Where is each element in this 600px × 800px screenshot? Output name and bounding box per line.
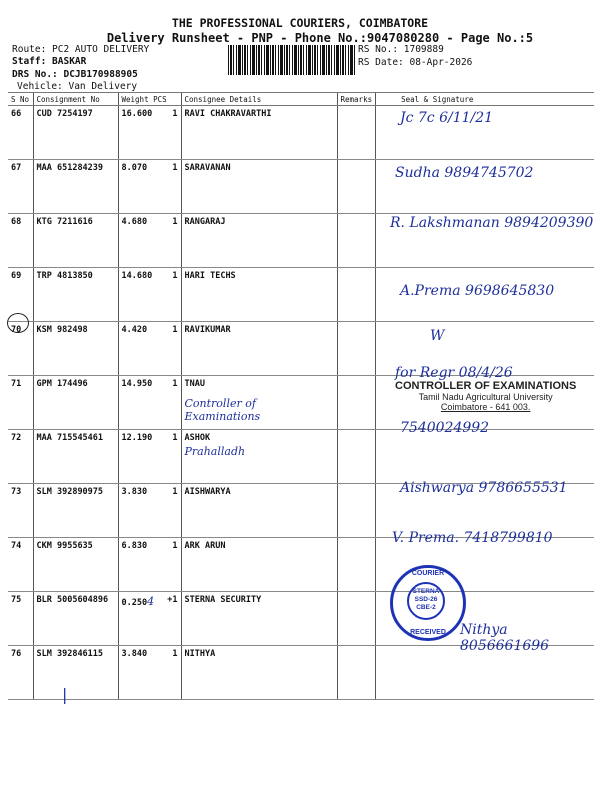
weight-value: 16.600 xyxy=(121,109,153,119)
weight-cell xyxy=(118,376,181,430)
pcs-value: 1 xyxy=(172,217,178,227)
sno-cell: 72 xyxy=(8,430,33,484)
signature: Aishwarya 9786655531 xyxy=(400,480,568,496)
table-row xyxy=(8,106,594,160)
pcs-value: 1 xyxy=(172,433,178,443)
pcs-value: 1 xyxy=(172,541,178,551)
weight-cell xyxy=(118,322,181,376)
sno-cell: 70 xyxy=(8,322,33,376)
signature: Nithya 8056661696 xyxy=(460,622,550,654)
signature: 7540024992 xyxy=(400,420,490,436)
courier-received-stamp xyxy=(390,565,466,641)
weight-value: 4.420 xyxy=(121,325,148,335)
handwritten-note: Prahalladh xyxy=(184,445,246,458)
remarks-cell xyxy=(337,430,376,484)
pcs-value: 1 xyxy=(172,649,178,659)
stamp-line: Coimbatore - 641 003. xyxy=(440,402,531,412)
weight-value: 4.680 xyxy=(121,217,148,227)
weight-cell xyxy=(118,646,181,700)
consignee-name: ARK ARUN xyxy=(184,541,226,551)
consignment-cell: MAA 715545461 xyxy=(33,430,118,484)
table-row xyxy=(8,430,594,484)
consignment-cell: KTG 7211616 xyxy=(33,214,118,268)
consignee-cell xyxy=(181,592,337,646)
remarks-cell xyxy=(337,106,376,160)
sno-cell: 73 xyxy=(8,484,33,538)
pcs-value: 1 xyxy=(172,271,178,281)
weight-cell xyxy=(118,592,181,646)
col-remarks: Remarks xyxy=(337,93,376,106)
sno-cell: 71 xyxy=(8,376,33,430)
pcs-handwritten: 4 xyxy=(147,595,155,608)
consignment-cell: SLM 392846115 xyxy=(33,646,118,700)
runsheet-subtitle: Delivery Runsheet - PNP - Phone No.:9047080280 - Page No.:5 xyxy=(106,31,534,45)
pen-stroke: | xyxy=(62,685,68,704)
sno-cell: 69 xyxy=(8,268,33,322)
weight-cell xyxy=(118,484,181,538)
route: Route: PC2 AUTO DELIVERY xyxy=(12,44,150,55)
vehicle: Vehicle: Van Delivery xyxy=(17,81,138,92)
consignment-cell: BLR 5005604896 xyxy=(33,592,118,646)
consignee-name: RAVI CHAKRAVARTHI xyxy=(184,109,272,119)
consignee-cell xyxy=(181,322,337,376)
pcs-value: 1 xyxy=(172,109,178,119)
consignee-name: TNAU xyxy=(184,379,205,389)
weight-value: 6.830 xyxy=(121,541,148,551)
remarks-cell xyxy=(337,214,376,268)
stamp-bottom: RECEIVED xyxy=(410,629,446,636)
col-weight-pcs: Weight PCS xyxy=(118,93,181,106)
consignee-cell xyxy=(181,214,337,268)
signature: Jc 7c 6/11/21 xyxy=(400,110,494,126)
remarks-cell xyxy=(337,268,376,322)
staff: Staff: BASKAR xyxy=(12,56,87,67)
rs-number: RS No.: 1709889 xyxy=(358,44,444,55)
consignee-cell xyxy=(181,484,337,538)
consignee-cell xyxy=(181,268,337,322)
remarks-cell xyxy=(337,484,376,538)
signature: R. Lakshmanan 9894209390 xyxy=(390,215,594,231)
consignee-name: AISHWARYA xyxy=(184,487,231,497)
weight-cell xyxy=(118,268,181,322)
weight-value: 8.070 xyxy=(121,163,148,173)
consignment-cell: GPM 174496 xyxy=(33,376,118,430)
remarks-cell xyxy=(337,376,376,430)
stamp-inner: STERNA SSD-26 CBE-2 xyxy=(407,582,445,620)
remarks-cell xyxy=(337,646,376,700)
consignee-cell xyxy=(181,376,337,430)
weight-cell xyxy=(118,160,181,214)
circle-mark xyxy=(7,313,29,333)
sno-cell: 67 xyxy=(8,160,33,214)
pcs-value: 1 xyxy=(172,487,178,497)
weight-value: 0.250 xyxy=(121,598,148,608)
consignee-name: RAVIKUMAR xyxy=(184,325,231,335)
consignee-name: SARAVANAN xyxy=(184,163,231,173)
consignee-cell xyxy=(181,430,337,484)
col-consignee: Consignee Details xyxy=(181,93,337,106)
signature: W xyxy=(430,328,445,344)
consignee-name: ASHOK xyxy=(184,433,211,443)
signature: A.Prema 9698645830 xyxy=(400,283,555,299)
consignee-name: NITHYA xyxy=(184,649,216,659)
sno-cell: 74 xyxy=(8,538,33,592)
stamp-line: CONTROLLER OF EXAMINATIONS xyxy=(395,380,577,392)
col-consignment: Consignment No xyxy=(33,93,118,106)
drs-number: DRS No.: DCJB170988905 xyxy=(12,69,138,80)
weight-value: 14.950 xyxy=(121,379,153,389)
stamp-top: COURIER xyxy=(411,570,445,577)
weight-cell xyxy=(118,430,181,484)
signature: V. Prema. 7418799810 xyxy=(392,530,553,546)
handwritten-note: Controller of Examinations xyxy=(184,397,261,423)
col-sno: S No xyxy=(8,93,33,106)
weight-value: 14.680 xyxy=(121,271,153,281)
sno-cell: 75 xyxy=(8,592,33,646)
signature: Sudha 9894745702 xyxy=(395,165,534,181)
consignment-cell: MAA 651284239 xyxy=(33,160,118,214)
sno-cell: 68 xyxy=(8,214,33,268)
consignment-cell: SLM 392890975 xyxy=(33,484,118,538)
weight-value: 12.190 xyxy=(121,433,153,443)
weight-value: 3.840 xyxy=(121,649,148,659)
consignee-cell xyxy=(181,538,337,592)
consignment-cell: TRP 4813850 xyxy=(33,268,118,322)
company-title: THE PROFESSIONAL COURIERS, COIMBATORE xyxy=(171,16,429,30)
remarks-cell xyxy=(337,592,376,646)
weight-value: 3.830 xyxy=(121,487,148,497)
consignment-cell: CKM 9955635 xyxy=(33,538,118,592)
seal-cell xyxy=(376,430,594,484)
col-seal: Seal & Signature xyxy=(376,93,594,106)
consignee-name: STERNA SECURITY xyxy=(184,595,262,605)
sno-cell: 76 xyxy=(8,646,33,700)
consignment-cell: CUD 7254197 xyxy=(33,106,118,160)
weight-cell xyxy=(118,106,181,160)
consignment-cell: KSM 982498 xyxy=(33,322,118,376)
remarks-cell xyxy=(337,322,376,376)
pcs-value: 1 xyxy=(172,325,178,335)
consignee-cell xyxy=(181,160,337,214)
consignee-name: HARI TECHS xyxy=(184,271,236,281)
rs-date: RS Date: 08-Apr-2026 xyxy=(358,57,473,68)
consignee-cell xyxy=(181,646,337,700)
consignee-name: RANGARAJ xyxy=(184,217,226,227)
weight-cell xyxy=(118,538,181,592)
remarks-cell xyxy=(337,160,376,214)
sno-cell: 66 xyxy=(8,106,33,160)
remarks-cell xyxy=(337,538,376,592)
pcs-value: +1 xyxy=(167,595,178,605)
consignee-cell xyxy=(181,106,337,160)
stamp-line: Tamil Nadu Agricultural University xyxy=(418,392,553,402)
weight-cell xyxy=(118,214,181,268)
pcs-value: 1 xyxy=(172,379,178,389)
signature: for Regr 08/4/26 xyxy=(395,365,513,381)
barcode xyxy=(228,45,355,75)
pcs-value: 1 xyxy=(172,163,178,173)
tnau-stamp xyxy=(395,380,576,412)
